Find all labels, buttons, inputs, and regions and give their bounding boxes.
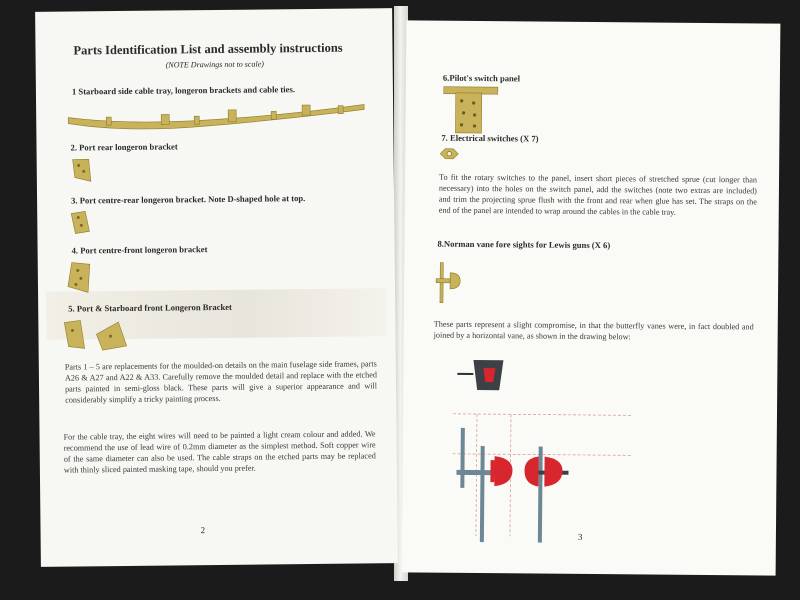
item-3-label: 3. Port centre-rear longeron bracket. Note D-shaped hole at top. [71, 193, 306, 206]
switch-panel-drawing [441, 85, 501, 136]
bracket-4-drawing [66, 260, 94, 294]
rotary-switch-drawing [439, 147, 459, 161]
cable-tray-drawing [66, 100, 366, 139]
left-page [35, 8, 398, 567]
item-1-label: 1 Starboard side cable tray, longeron brackets and cable ties. [71, 84, 296, 97]
item-6-label: 6.Pilot's switch panel [442, 72, 521, 84]
scale-note: (NOTE Drawings not to scale) [165, 59, 264, 70]
item-7-label: 7. Electrical switches (X 7) [441, 132, 539, 144]
page-number-left: 2 [200, 525, 206, 536]
item-8-label: 8.Norman vane fore sights for Lewis guns (X 6) [437, 238, 611, 251]
right-paragraph-1: To fit the rotary switches to the panel, insert short pieces of stretched sprue (cut longer than necessary) into the holes on the switch panel, add the switches (note two extras are included) and trim the projecting sprue flush with the front and rear when glue has set. The straps on the end of the panel are intended to wrap around the cables in the cable tray. [438, 172, 758, 217]
vane-assembly-drawing [452, 346, 644, 548]
item-4-label: 4. Port centre-front longeron bracket [71, 244, 208, 256]
bracket-3-drawing [69, 209, 91, 235]
bracket-2-drawing [71, 157, 93, 183]
right-page [402, 20, 781, 575]
left-paragraph-1: Parts 1 – 5 are replacements for the moulded-on details on the main fuselage side frames, parts A26 & A27 and A22 & A33. Carefully remove the moulded detail and replace with the etched parts painted in semi-gloss black. These parts will give a superior appearance and will considerably simplify a tricky painting process. [64, 359, 378, 405]
bracket-5-drawing [62, 318, 132, 355]
left-paragraph-2: For the cable tray, the eight wires will need to be painted a light cream colour and added. We recommend the use of lead wire of 0.2mm diameter as the simplest method. Soft copper wire of the same diameter can also be used. The cable straps on the etched parts may be replaced with thinly sliced painted masking tape, should you prefer. [63, 429, 376, 475]
page-title: Parts Identification List and assembly instructions [73, 40, 343, 58]
item-5-label: 5. Port & Starboard front Longeron Bracket [68, 301, 232, 314]
page-number-right: 3 [577, 531, 583, 542]
right-paragraph-2: These parts represent a slight compromise, in that the butterfly vanes were, in fact doubled and joined by a horizontal vane, as shown in the drawing below: [433, 319, 754, 342]
fore-sight-drawing [434, 261, 470, 307]
item-2-label: 2. Port rear longeron bracket [70, 141, 178, 153]
